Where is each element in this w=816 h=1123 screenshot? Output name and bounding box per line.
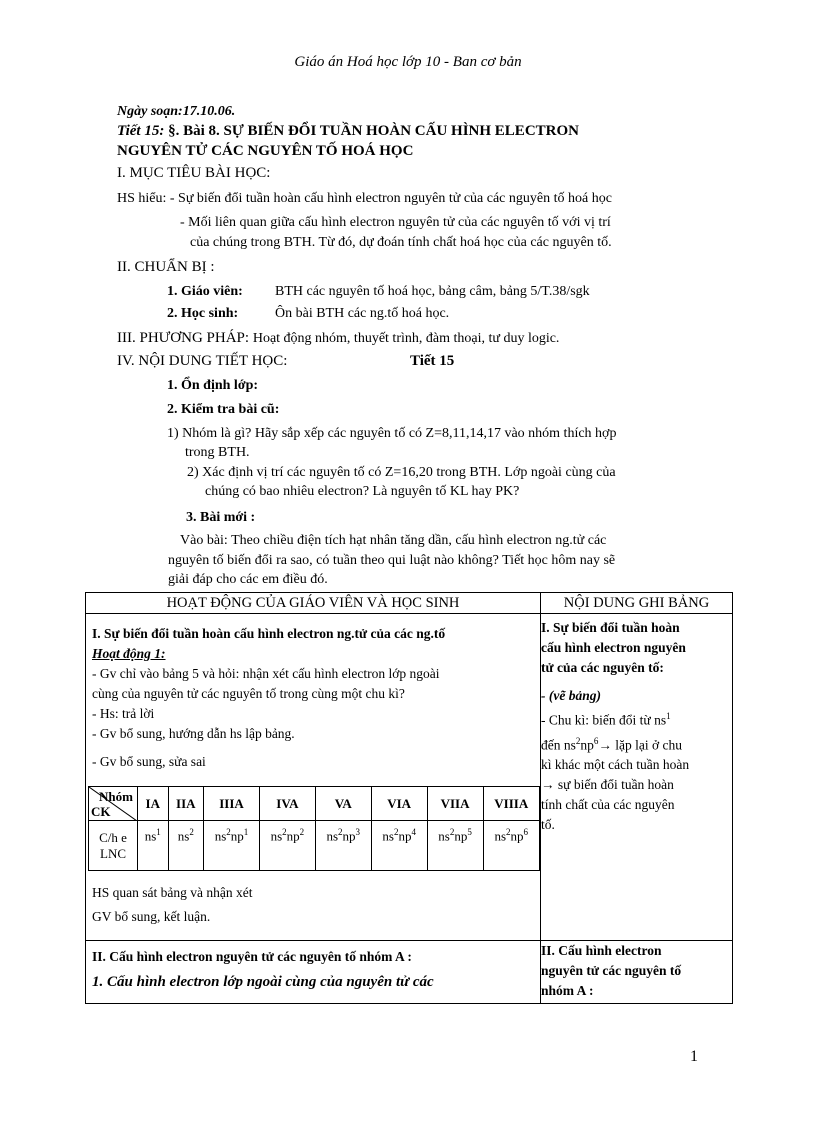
group-head: VA — [315, 787, 371, 821]
config-cell: $ns^2np^6$ — [483, 821, 540, 871]
activity-1-line-2: cùng của nguyên tử các nguyên tố trong cùng một chu kì? — [92, 686, 405, 701]
config-cell: $ns^2$ — [168, 821, 204, 871]
board-cell-2 — [541, 941, 733, 1004]
activity-1-hd: Hoạt động 1: — [92, 646, 166, 661]
board-1-line-2: đến $ns^2np^6\to$ lặp lại ở chu — [541, 735, 682, 752]
activity-1-title: I. Sự biến đổi tuần hoàn cấu hình electron ng.tử của các ng.tố — [92, 626, 446, 641]
config-cell: $ns^2np^1$ — [204, 821, 260, 871]
on-dinh: 1. Ổn định lớp: — [167, 378, 259, 393]
page-number: 1 — [690, 1048, 698, 1065]
board-2-line-3: nhóm A : — [541, 983, 594, 998]
board-cell-1 — [541, 614, 733, 941]
kiem-tra: 2. Kiểm tra bài cũ: — [167, 402, 280, 417]
config-cell: $ns^2np^4$ — [371, 821, 427, 871]
question-1b: trong BTH. — [185, 445, 250, 460]
group-head: VIA — [371, 787, 427, 821]
activity-2-title: II. Cấu hình electron nguyên tử các nguyên tố nhóm A : — [92, 949, 412, 964]
lesson-title-line-1 — [117, 123, 579, 140]
config-cell: $ns^2np^5$ — [427, 821, 483, 871]
board-2-line-2: nguyên tử các nguyên tố — [541, 963, 682, 978]
conclude-line: GV bổ sung, kết luận. — [92, 909, 211, 924]
config-table — [88, 786, 540, 871]
section-1-title: I. MỤC TIÊU BÀI HỌC: — [117, 165, 271, 181]
board-1-ve-bang: - (vẽ bảng) — [541, 688, 601, 703]
question-1a: 1) Nhóm là gì? Hãy sắp xếp các nguyên tố có Z=8,11,14,17 vào nhóm thích hợp — [167, 426, 617, 441]
row-label-2: LNC — [100, 845, 126, 861]
student-text: Ôn bài BTH các ng.tố hoá học. — [275, 306, 450, 321]
section-2-title: II. CHUẨN BỊ : — [117, 259, 215, 275]
objective-line-2: - Mối liên quan giữa cấu hình electron nguyên tử của các nguyên tố với vị trí — [180, 215, 611, 230]
activity-cell-2 — [86, 941, 541, 1004]
arrow-right-icon: → — [541, 777, 555, 792]
activity-1-line-4: - Gv bổ sung, hướng dẫn hs lập bảng. — [92, 726, 295, 741]
arrow-right-icon: → — [598, 737, 612, 752]
corner-top: Nhóm — [99, 789, 133, 804]
board-1-title-2: cấu hình electron nguyên — [541, 640, 686, 655]
board-1-line-4: → sự biến đổi tuần hoàn — [541, 777, 674, 792]
objective-line-3: của chúng trong BTH. Từ đó, dự đoán tính chất hoá học của các nguyên tố. — [190, 235, 612, 250]
row-label — [89, 821, 138, 871]
method-label: III. PHƯƠNG PHÁP: — [117, 330, 250, 346]
section-4-title: IV. NỘI DUNG TIẾT HỌC: — [117, 353, 288, 369]
method-text: Hoạt động nhóm, thuyết trình, đàm thoại, tư duy logic. — [252, 331, 560, 346]
group-head: VIIA — [427, 787, 483, 821]
teacher-label: 1. Giáo viên: — [167, 284, 243, 299]
config-cell: $ns^2np^3$ — [315, 821, 371, 871]
activity-cell-1 — [86, 614, 541, 941]
corner-bottom: CK — [91, 804, 111, 819]
page-header: Giáo án Hoá học lớp 10 - Ban cơ bản — [294, 54, 522, 70]
group-head: IVA — [259, 787, 315, 821]
teacher-text: BTH các nguyên tố hoá học, bảng câm, bảng 5/T.38/sgk — [275, 284, 590, 299]
config-cell: $ns^2np^2$ — [259, 821, 315, 871]
group-head: IIA — [168, 787, 204, 821]
group-head: IIIA — [204, 787, 260, 821]
bai-moi: 3. Bài mới : — [186, 510, 256, 525]
date-line: Ngày soạn:17.10.06. — [117, 104, 236, 119]
lesson-title-line-2: NGUYÊN TỬ CÁC NGUYÊN TỐ HOÁ HỌC — [117, 143, 414, 159]
board-1-title-3: tử của các nguyên tố: — [541, 660, 664, 675]
board-1-line-3: kì khác một cách tuần hoàn — [541, 757, 690, 772]
board-1-line-1: - Chu kì: biến đổi từ $ns^1$ — [541, 711, 671, 728]
student-label: 2. Học sinh: — [167, 306, 239, 321]
activity-1-line-3: - Hs: trả lời — [92, 706, 155, 721]
board-1-line-5: tính chất của các nguyên — [541, 797, 675, 812]
intro-line-1: Vào bài: Theo chiều điện tích hạt nhân tăng dần, cấu hình electron ng.tử các — [180, 533, 607, 548]
section-4-tiet: Tiết 15 — [410, 353, 455, 369]
config-cell: $ns^1$ — [138, 821, 169, 871]
observe-line: HS quan sát bảng và nhận xét — [92, 885, 253, 900]
activity-2-sub: 1. Cấu hình electron lớp ngoài cùng của nguyên tử các — [92, 974, 434, 990]
intro-line-2: nguyên tố biến đổi ra sao, có tuần theo qui luật nào không? Tiết học hôm nay sẽ — [168, 553, 616, 568]
board-1-line-6: tố. — [541, 817, 555, 832]
activity-1-line-1: - Gv chỉ vào bảng 5 và hỏi: nhận xét cấu hình electron lớp ngoài — [92, 666, 440, 681]
board-1-title-1: I. Sự biến đổi tuần hoàn — [541, 620, 680, 635]
section-3 — [117, 330, 559, 347]
lesson-title-1: §. Bài 8. SỰ BIẾN ĐỔI TUẦN HOÀN CẤU HÌNH ELECTRON — [168, 123, 579, 139]
activity-1-line-5: - Gv bổ sung, sửa sai — [92, 754, 206, 769]
board-2-line-1: II. Cấu hình electron — [541, 943, 662, 958]
table-head-right: NỘI DUNG GHI BẢNG — [541, 593, 733, 614]
group-head: VIIIA — [483, 787, 540, 821]
table-head-left: HOẠT ĐỘNG CỦA GIÁO VIÊN VÀ HỌC SINH — [86, 593, 541, 614]
group-head: IA — [138, 787, 169, 821]
config-corner — [89, 787, 138, 821]
row-label-1: C/h e — [99, 829, 127, 845]
lesson-table — [85, 592, 733, 1004]
lesson-label: Tiết 15: — [117, 123, 165, 139]
objective-line-1: HS hiểu: - Sự biến đổi tuần hoàn cấu hình electron nguyên tử của các nguyên tố hoá học — [117, 191, 612, 206]
question-2b: chúng có bao nhiêu electron? Là nguyên tố KL hay PK? — [205, 484, 520, 499]
intro-line-3: giải đáp cho các em điều đó. — [168, 572, 328, 587]
question-2a: 2) Xác định vị trí các nguyên tố có Z=16,20 trong BTH. Lớp ngoài cùng của — [187, 465, 616, 480]
